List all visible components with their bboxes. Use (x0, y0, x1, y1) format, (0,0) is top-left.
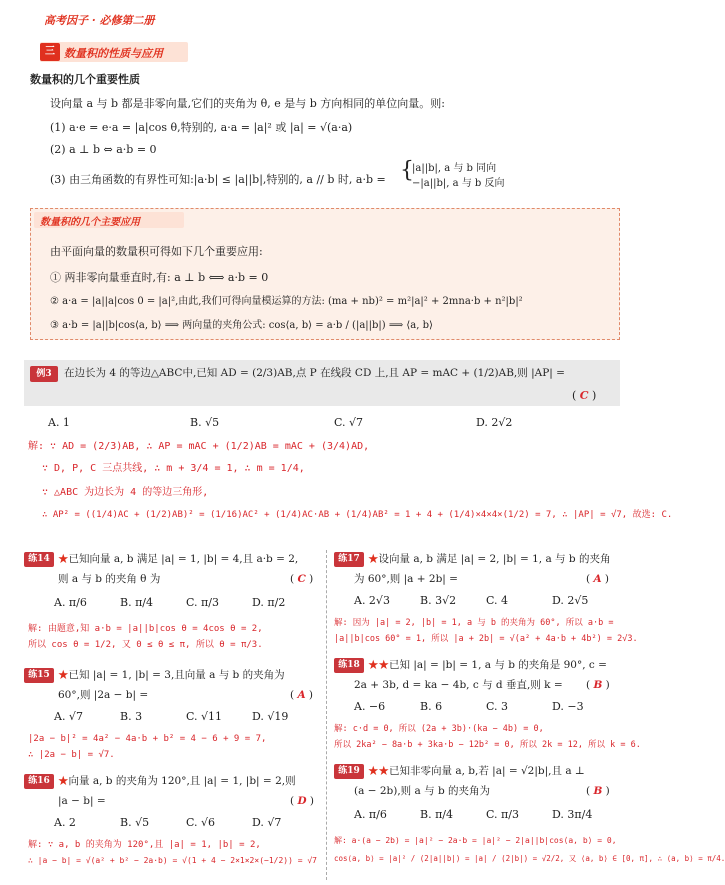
practice-solution-line: cos⟨a, b⟩ = |a|² / (2|a||b|) = |a| / (2|b|) = √2/2, 又 ⟨a, b⟩ ∈ [0, π], ∴ ⟨a, b⟩ = π/4. (334, 854, 725, 863)
practice-item (334, 552, 638, 652)
practice-solution-line: |2a − b|² = 4a² − 4a·b + b² = 4 − 6 + 9 = 7, (28, 734, 267, 744)
practice-tag: 练19 (334, 764, 364, 779)
application-2: ② a·a = |a||a|cos 0 = |a|²,由此,我们可得向量模运算的方法: (ma + nb)² = m²|a|² + 2mna·b + n²|b|² (50, 296, 523, 307)
practice-solution-line: 解: 由题意,知 a·b = |a||b|cos θ = 4cos θ = 2, (28, 624, 263, 634)
practice-option: D. 3π/4 (552, 808, 593, 821)
star-icon: ★ (58, 553, 69, 565)
practice-question: |a − b| = ( D ) (58, 795, 314, 807)
practice-option: D. 2√5 (552, 594, 589, 607)
practice-option: A. √7 (54, 710, 83, 723)
practice-solution-line: ∴ |a − b| = √(a² + b² − 2a·b) = √(1 + 4 − 2×1×2×(−1/2)) = √7 (28, 856, 317, 865)
practice-question: ★★已知非零向量 a, b,若 |a| = √2|b|,且 a ⊥ (368, 765, 585, 777)
practice-option: C. √6 (186, 816, 216, 829)
applications-intro: 由平面向量的数量积可得如下几个重要应用: (50, 245, 263, 258)
example-option: B. √5 (190, 416, 220, 429)
practice-option: A. 2 (54, 816, 76, 829)
property-3-case-1: |a||b|, a 与 b 同向 (412, 163, 497, 174)
star-icon: ★ (58, 775, 69, 787)
example-tag: 例3 (30, 366, 58, 382)
example-solution-line: ∵ D, P, C 三点共线, ∴ m + 3/4 = 1, ∴ m = 1/4, (42, 463, 305, 474)
application-3: ③ a·b = |a||b|cos⟨a, b⟩ ⟹ 两向量的夹角公式: cos⟨a, b⟩ = a·b / (|a||b|) ⟹ ⟨a, b⟩ (50, 320, 433, 331)
practice-answer: B (593, 679, 603, 691)
example-solution-line: ∵ △ABC 为边长为 4 的等边三角形, (42, 487, 209, 498)
practice-tag: 练17 (334, 552, 364, 567)
practice-option: D. √19 (252, 710, 289, 723)
practice-option: B. √5 (120, 816, 150, 829)
practice-question: ★向量 a, b 的夹角为 120°,且 |a| = 1, |b| = 2,则 (58, 775, 296, 787)
practice-option: C. √11 (186, 710, 223, 723)
practice-tag: 练18 (334, 658, 364, 673)
practice-item (334, 764, 725, 882)
practice-question: (a − 2b),则 a 与 b 的夹角为 ( B ) (354, 785, 610, 797)
section-number: 三 (40, 43, 60, 61)
star-icon: ★ (368, 553, 379, 565)
column-divider (326, 550, 327, 880)
practice-solution-line: 解: ∵ a, b 的夹角为 120°,且 |a| = 1, |b| = 2, (28, 840, 261, 850)
practice-option: C. π/3 (186, 596, 219, 609)
practice-solution-line: 所以 cos θ = 1/2, 又 0 ≤ θ ≤ π, 所以 θ = π/3. (28, 640, 263, 650)
practice-option: D. π/2 (252, 596, 286, 609)
applications-title: 数量积的几个主要应用 (40, 217, 140, 228)
brace-icon: { (400, 158, 414, 183)
practice-option: B. 3 (120, 710, 143, 723)
practice-solution-line: |a||b|cos 60° = 1, 所以 |a + 2b| = √(a² + 4a·b + 4b²) = 2√3. (334, 634, 638, 644)
practice-answer: A (593, 573, 602, 585)
practice-option: A. −6 (354, 700, 386, 713)
practice-tag: 练16 (24, 774, 54, 789)
practice-item (24, 552, 324, 662)
example-answer-box: ( C ) (572, 389, 597, 402)
property-1: (1) a·e = e·a = |a|cos θ,特别的, a·a = |a|² 或 |a| = √(a·a) (50, 121, 353, 134)
example-answer: C (579, 389, 589, 402)
properties-heading: 数量积的几个重要性质 (30, 73, 140, 86)
practice-solution-line: 解: a·(a − 2b) = |a|² − 2a·b = |a|² − 2|a||b|cos⟨a, b⟩ = 0, (334, 836, 617, 845)
example-solution-line: ∴ AP² = ((1/4)AC + (1/2)AB)² = (1/16)AC² + (1/4)AC·AB + (1/4)AB² = 1 + 4 + (1/4)×4×4×(1/2) = 7, ∴ |AP| = √7, 故选: C. (42, 510, 673, 520)
star-icon: ★★ (368, 659, 389, 671)
example-option: C. √7 (334, 416, 364, 429)
practice-answer: A (297, 689, 306, 701)
example-option: A. 1 (48, 416, 70, 429)
practice-solution-line: 解: c·d = 0, 所以 (2a + 3b)·(ka − 4b) = 0, (334, 724, 544, 734)
practice-question: 则 a 与 b 的夹角 θ 为 ( C ) (58, 573, 314, 585)
practice-option: C. π/3 (486, 808, 519, 821)
property-3: (3) 由三角函数的有界性可知:|a·b| ≤ |a||b|,特别的, a // b 时, a·b = (50, 173, 386, 186)
practice-solution-line: 所以 2ka² − 8a·b + 3ka·b − 12b² = 0, 所以 2k = 12, 所以 k = 6. (334, 740, 641, 750)
property-3-case-2: −|a||b|, a 与 b 反向 (412, 178, 505, 189)
practice-question: 2a + 3b, d = ka − 4b, c 与 d 垂直,则 k = ( B ) (354, 679, 610, 691)
practice-option: B. 3√2 (420, 594, 457, 607)
application-1: ① 两非零向量垂直时,有: a ⊥ b ⟺ a·b = 0 (50, 271, 269, 284)
page-header-title: 高考因子 · 必修第二册 (44, 14, 155, 27)
example-option: D. 2√2 (476, 416, 513, 429)
practice-option: D. −3 (552, 700, 584, 713)
properties-intro: 设向量 a 与 b 都是非零向量,它们的夹角为 θ, e 是与 b 方向相同的单位向量。则: (50, 97, 445, 110)
star-icon: ★★ (368, 765, 389, 777)
star-icon: ★ (58, 669, 69, 681)
practice-option: B. π/4 (120, 596, 154, 609)
practice-question: ★已知向量 a, b 满足 |a| = 1, |b| = 4,且 a·b = 2, (58, 553, 299, 565)
practice-option: B. 6 (420, 700, 443, 713)
practice-item (24, 668, 324, 768)
practice-question: ★★已知 |a| = |b| = 1, a 与 b 的夹角是 90°, c = (368, 659, 607, 671)
practice-answer: D (297, 795, 307, 807)
practice-tag: 练14 (24, 552, 54, 567)
practice-option: A. 2√3 (354, 594, 390, 607)
practice-option: C. 4 (486, 594, 509, 607)
practice-option: A. π/6 (54, 596, 87, 609)
practice-item (24, 774, 324, 882)
practice-answer: B (593, 785, 603, 797)
practice-item (334, 658, 641, 758)
example-question: 在边长为 4 的等边△ABC中,已知 AD = (2/3)AB,点 P 在线段 CD 上,且 AP = mAC + (1/2)AB,则 |AP| = (64, 367, 565, 379)
section-title: 数量积的性质与应用 (64, 47, 163, 60)
practice-option: C. 3 (486, 700, 509, 713)
practice-question: 为 60°,则 |a + 2b| = ( A ) (354, 573, 610, 585)
practice-option: D. √7 (252, 816, 282, 829)
practice-answer: C (297, 573, 306, 585)
property-2: (2) a ⊥ b ⇔ a·b = 0 (50, 143, 157, 156)
practice-solution-line: 解: 因为 |a| = 2, |b| = 1, a 与 b 的夹角为 60°, 所以 a·b = (334, 618, 614, 628)
practice-option: A. π/6 (354, 808, 387, 821)
practice-question: ★已知 |a| = 1, |b| = 3,且向量 a 与 b 的夹角为 (58, 669, 285, 681)
example-solution-line: 解: ∵ AD = (2/3)AB, ∴ AP = mAC + (1/2)AB = mAC + (3/4)AD, (28, 441, 370, 452)
practice-question: ★设向量 a, b 满足 |a| = 2, |b| = 1, a 与 b 的夹角 (368, 553, 611, 565)
practice-option: B. π/4 (420, 808, 454, 821)
practice-tag: 练15 (24, 668, 54, 683)
practice-question: 60°,则 |2a − b| = ( A ) (58, 689, 314, 701)
practice-solution-line: ∴ |2a − b| = √7. (28, 750, 115, 760)
